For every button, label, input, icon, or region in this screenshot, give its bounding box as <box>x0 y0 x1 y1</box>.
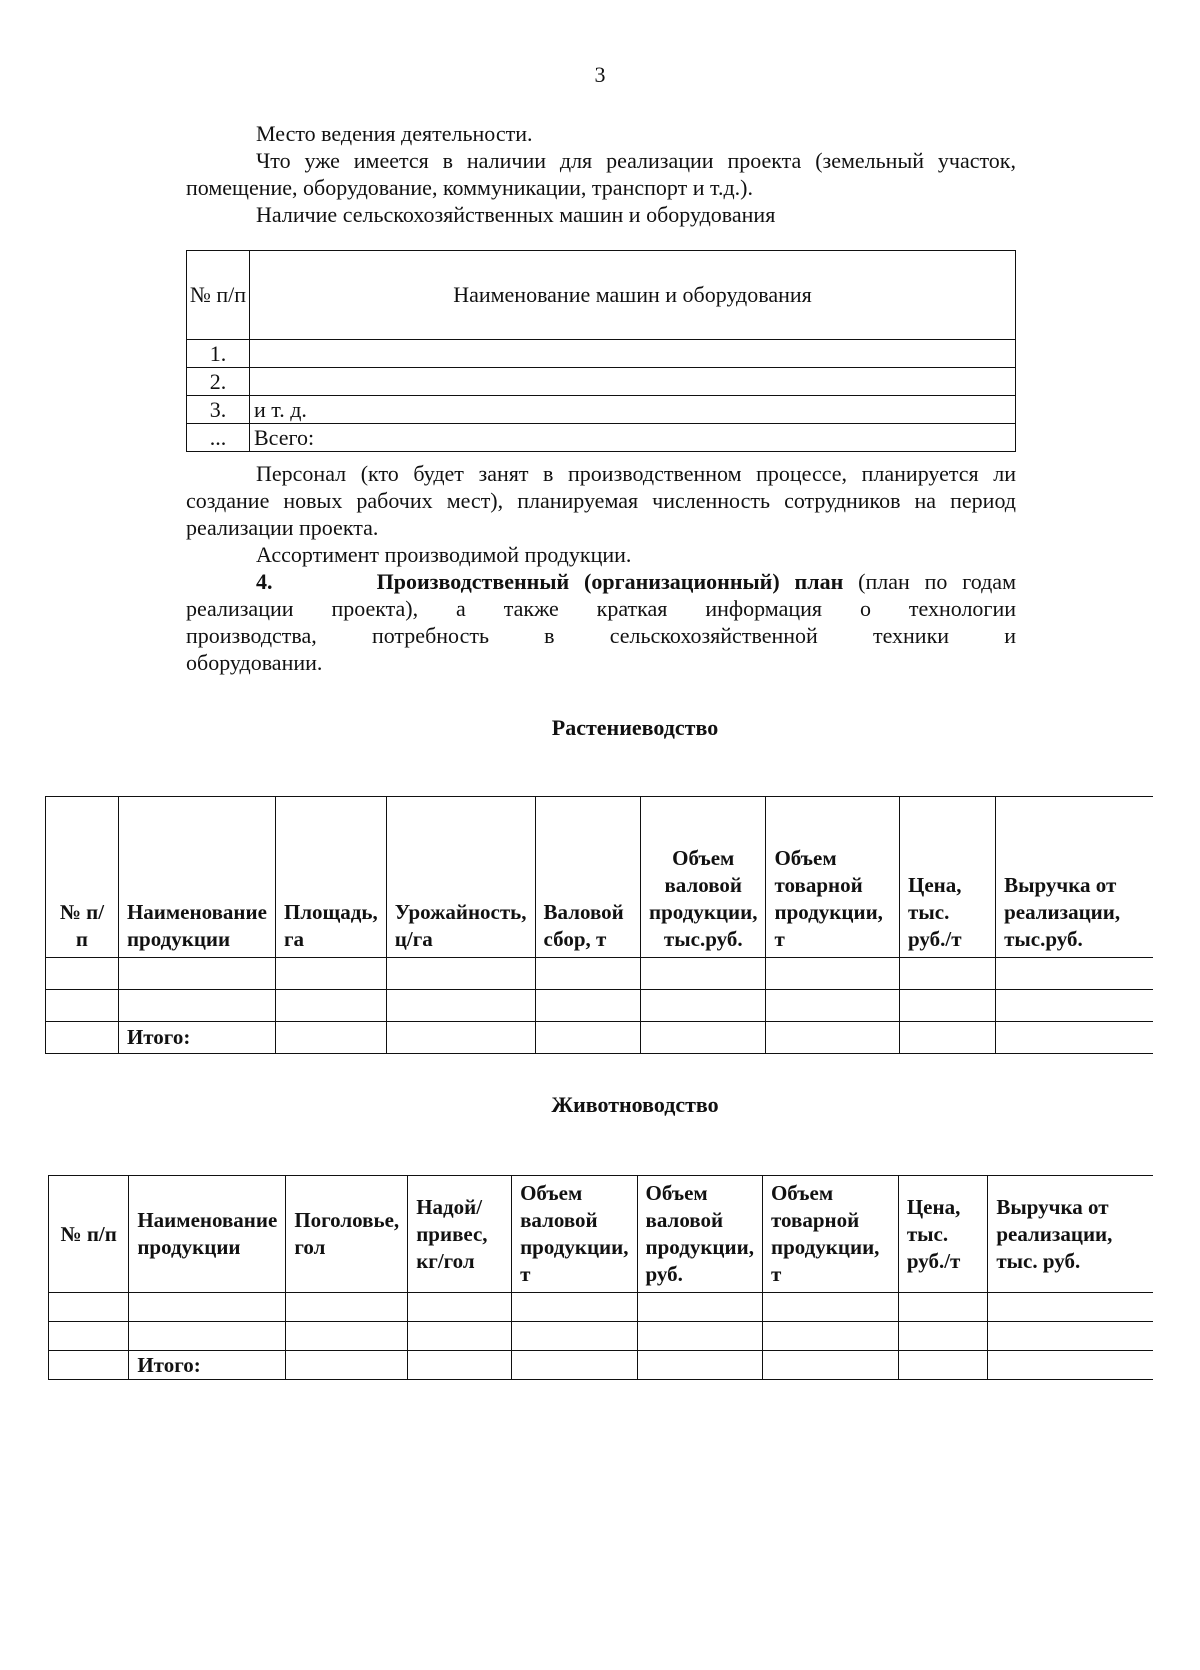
body-text <box>186 460 1016 676</box>
crop-header-area: Площадь, га <box>275 797 386 958</box>
table-row <box>46 1022 1154 1054</box>
section4-number: 4. <box>256 569 273 594</box>
machines-row-name: и т. д. <box>250 396 1016 424</box>
livestock-section-title: Животноводство <box>551 1092 719 1117</box>
livestock-header-gross-volume: Объем валовой продукции, т <box>512 1176 637 1293</box>
crop-total-label: Итого: <box>118 1022 275 1054</box>
machines-row-name: Всего: <box>250 424 1016 452</box>
available-paragraph: Что уже имеется в наличии для реализации проекта (земельный участок, помещение, оборудование, коммуникации, транспорт и т.д.). <box>186 148 1016 200</box>
table-row <box>49 1322 1154 1351</box>
livestock-header-headcount: Поголовье, гол <box>286 1176 408 1293</box>
section4-title: Производственный (организационный) план <box>376 569 844 594</box>
machines-header-num: № п/п <box>187 251 250 340</box>
crop-header-harvest: Валовой сбор, т <box>535 797 640 958</box>
personnel-paragraph: Персонал (кто будет занят в производственном процессе, планируется ли создание новых рабочих мест), планируемая численность сотрудников на период реализации проекта. <box>186 461 1016 540</box>
section4-line1-rest: (план по годам <box>843 569 1016 594</box>
machines-heading: Наличие сельскохозяйственных машин и оборудования <box>256 202 776 227</box>
table-row <box>46 990 1154 1022</box>
crop-header-num: № п/п <box>46 797 119 958</box>
intro-text <box>186 120 1016 228</box>
livestock-header-name: Наименование продукции <box>129 1176 286 1293</box>
livestock-total-label: Итого: <box>129 1351 286 1380</box>
crop-header-revenue: Выручка от реализации, тыс.руб. <box>996 797 1153 958</box>
table-row <box>49 1351 1154 1380</box>
crop-production-table <box>45 796 1153 1054</box>
crop-header-commodity: Объем товарной продукции, т <box>766 797 900 958</box>
crop-section-title: Растениеводство <box>551 715 719 740</box>
section4-line2: реализации проекта), а также краткая информация о технологии <box>186 596 1016 621</box>
crop-header-price: Цена, тыс. руб./т <box>900 797 996 958</box>
crop-header-name: Наименование продукции <box>118 797 275 958</box>
crop-header-yield: Урожайность, ц/га <box>386 797 535 958</box>
place-paragraph: Место ведения деятельности. <box>256 121 533 146</box>
machines-row-name <box>250 368 1016 396</box>
table-row <box>187 424 1016 452</box>
table-row <box>49 1293 1154 1322</box>
crop-header-gross-value: Объем валовой продукции, тыс.руб. <box>641 797 766 958</box>
machines-row-num: 2. <box>187 368 250 396</box>
table-row <box>46 958 1154 990</box>
livestock-header-yield: Надой/ привес, кг/гол <box>408 1176 512 1293</box>
livestock-header-price: Цена, тыс. руб./т <box>898 1176 988 1293</box>
machines-row-num: 3. <box>187 396 250 424</box>
machines-row-num: ... <box>187 424 250 452</box>
livestock-header-num: № п/п <box>49 1176 129 1293</box>
machines-row-num: 1. <box>187 340 250 368</box>
page-number: 3 <box>594 62 606 87</box>
assortment-paragraph: Ассортимент производимой продукции. <box>256 542 632 567</box>
table-row <box>187 340 1016 368</box>
section4-line3: производства, потребность в сельскохозяйственной техники и <box>186 623 1016 648</box>
section4-line1 <box>186 568 1016 595</box>
table-row <box>187 368 1016 396</box>
section4-line4: оборудовании. <box>186 650 323 675</box>
livestock-header-revenue: Выручка от реализации, тыс. руб. <box>988 1176 1153 1293</box>
livestock-table <box>48 1175 1153 1380</box>
machines-row-name <box>250 340 1016 368</box>
machines-table <box>186 250 1016 452</box>
livestock-header-commodity: Объем товарной продукции, т <box>762 1176 898 1293</box>
livestock-header-gross-value: Объем валовой продукции, руб. <box>637 1176 762 1293</box>
table-row <box>187 396 1016 424</box>
machines-header-name: Наименование машин и оборудования <box>250 251 1016 340</box>
